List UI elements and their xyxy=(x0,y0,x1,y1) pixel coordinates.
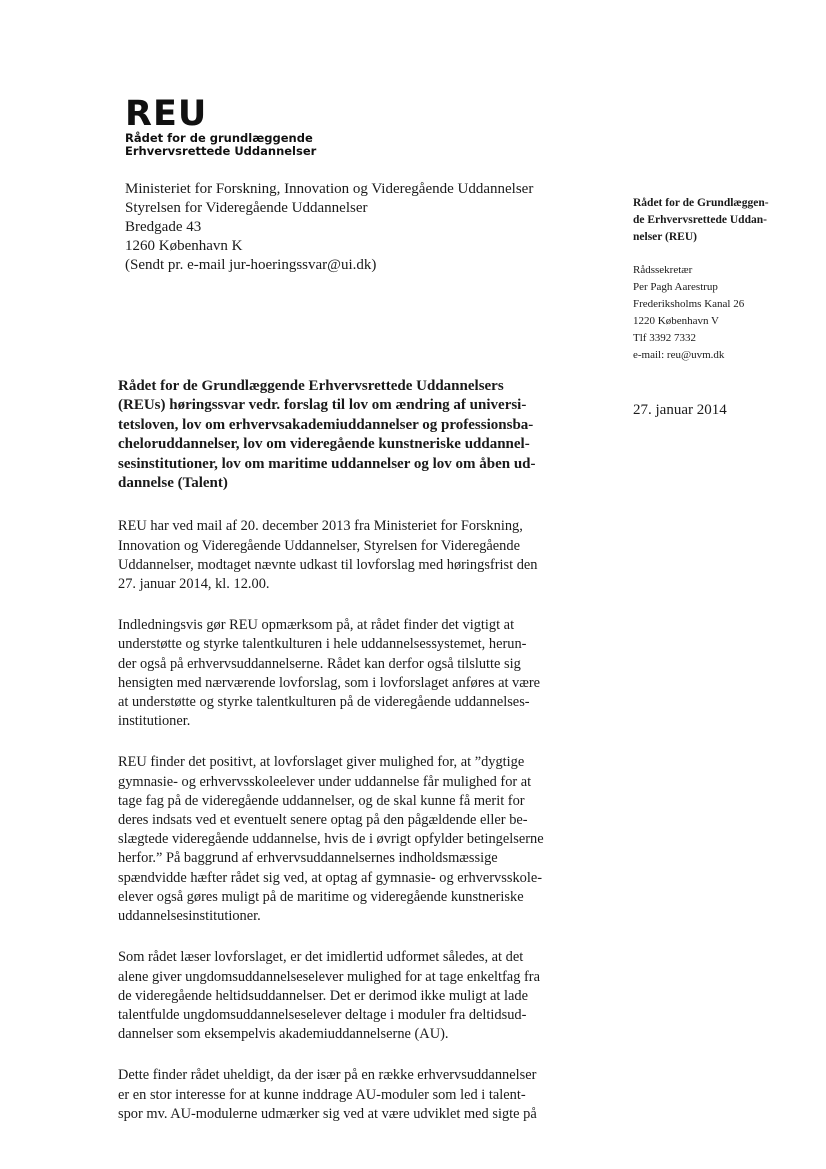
subject-heading xyxy=(118,377,573,493)
sender-title xyxy=(633,195,783,246)
logo-subtitle-line: Erhvervsrettede Uddannelser xyxy=(125,144,317,158)
paragraph xyxy=(118,948,573,1044)
text-line: herfor.” På baggrund af erhvervsuddannelsernes indholdsmæssige xyxy=(118,850,498,867)
text-line: Dette finder rådet uheldigt, da der især på en række erhvervsuddannelser xyxy=(118,1067,537,1084)
text-line: slægtede videregående uddannelse, hvis de i øvrigt opfylder betingelserne xyxy=(118,831,544,848)
text-line: Indledningsvis gør REU opmærksom på, at rådet finder det vigtigt at xyxy=(118,617,515,634)
text-line: 27. januar 2014, kl. 12.00. xyxy=(118,576,270,593)
text-line: er en stor interesse for at kunne inddrage AU-moduler som led i talent- xyxy=(118,1086,526,1103)
sender-contact xyxy=(633,262,783,364)
text-line: deres indsats ved et eventuelt senere optag på den pågældende eller be- xyxy=(118,812,528,829)
subject-line: cheloruddannelser, lov om videregående kunstneriske uddannel- xyxy=(118,436,530,453)
subject-line: Rådet for de Grundlæggende Erhvervsrettede Uddannelsers xyxy=(118,378,504,394)
sender-title-line: nelser (REU) xyxy=(633,231,697,243)
address-line: Ministeriet for Forskning, Innovation og Videregående Uddannelser xyxy=(125,181,534,197)
paragraph xyxy=(118,1066,573,1124)
text-line: REU har ved mail af 20. december 2013 fra Ministeriet for Forskning, xyxy=(118,518,523,535)
address-line: 1260 København K xyxy=(125,238,243,254)
sender-title-line: Rådet for de Grundlæggen- xyxy=(633,197,769,209)
text-line: institutioner. xyxy=(118,713,191,730)
recipient-address xyxy=(125,180,533,275)
contact-line: e-mail: reu@uvm.dk xyxy=(633,349,725,361)
logo-mark: REU xyxy=(125,94,208,134)
letter-date: 27. januar 2014 xyxy=(633,402,727,418)
reu-logo xyxy=(125,96,316,158)
text-line: dannelser som eksempelvis akademiuddannelserne (AU). xyxy=(118,1026,449,1043)
text-line: Uddannelser, modtaget nævnte udkast til lovforslag med høringsfrist den xyxy=(118,556,538,573)
text-line: talentfulde ungdomsuddannelseselever deltage i moduler fra deltidsud- xyxy=(118,1006,527,1023)
sender-title-line: de Erhvervsrettede Uddan- xyxy=(633,214,767,226)
text-line: der også på erhvervsuddannelserne. Rådet kan derfor også tilslutte sig xyxy=(118,655,521,672)
text-line: at understøtte og styrke talentkulturen på de videregående uddannelses- xyxy=(118,694,530,711)
subject-line: dannelse (Talent) xyxy=(118,475,228,492)
text-line: spor mv. AU-modulerne udmærker sig ved at være udviklet med sigte på xyxy=(118,1105,537,1122)
logo-subtitle-line: Rådet for de grundlæggende xyxy=(125,131,313,145)
address-line: Styrelsen for Videregående Uddannelser xyxy=(125,200,368,216)
address-line: Bredgade 43 xyxy=(125,219,202,235)
subject-line: sesinstitutioner, lov om maritime uddannelser og lov om åben ud- xyxy=(118,455,536,472)
contact-line: Frederiksholms Kanal 26 xyxy=(633,298,745,310)
subject-line: (REUs) høringssvar vedr. forslag til lov om ændring af universi- xyxy=(118,397,527,414)
text-line: hensigten med nærværende lovforslag, som i lovforslaget anføres at være xyxy=(118,674,541,691)
contact-line: Rådssekretær xyxy=(633,264,693,276)
text-line: elever også gøres muligt på de maritime og videregående kunstneriske xyxy=(118,888,524,905)
paragraph xyxy=(118,616,573,731)
text-line: de videregående heltidsuddannelser. Det er derimod ikke muligt at lade xyxy=(118,987,528,1004)
text-line: spændvidde hæfter rådet sig ved, at optag af gymnasie- og erhvervsskole- xyxy=(118,869,543,886)
logo-subtitle xyxy=(125,132,316,158)
address-line: (Sendt pr. e-mail jur-hoeringssvar@ui.dk) xyxy=(125,257,377,273)
letter-body xyxy=(118,377,573,1124)
paragraph xyxy=(118,753,573,926)
contact-line: Tlf 3392 7332 xyxy=(633,332,696,344)
contact-line: Per Pagh Aarestrup xyxy=(633,281,718,293)
sender-sidebar xyxy=(633,195,783,364)
text-line: Innovation og Videregående Uddannelser, Styrelsen for Videregående xyxy=(118,537,520,554)
text-line: uddannelsesinstitutioner. xyxy=(118,908,261,925)
text-line: REU finder det positivt, at lovforslaget giver mulighed for, at ”dygtige xyxy=(118,754,525,771)
text-line: Som rådet læser lovforslaget, er det imidlertid udformet således, at det xyxy=(118,949,524,966)
text-line: understøtte og styrke talentkulturen i hele uddannelsessystemet, herun- xyxy=(118,636,527,653)
subject-line: tetsloven, lov om erhvervsakademiuddannelser og professionsba- xyxy=(118,416,534,433)
text-line: gymnasie- og erhvervsskoleelever under uddannelse får mulighed for at xyxy=(118,773,532,790)
text-line: alene giver ungdomsuddannelseselever mulighed for at tage enkeltfag fra xyxy=(118,968,540,985)
text-line: tage fag på de videregående uddannelser, og de skal kunne få merit for xyxy=(118,792,525,809)
contact-line: 1220 København V xyxy=(633,315,719,327)
paragraph xyxy=(118,517,573,594)
